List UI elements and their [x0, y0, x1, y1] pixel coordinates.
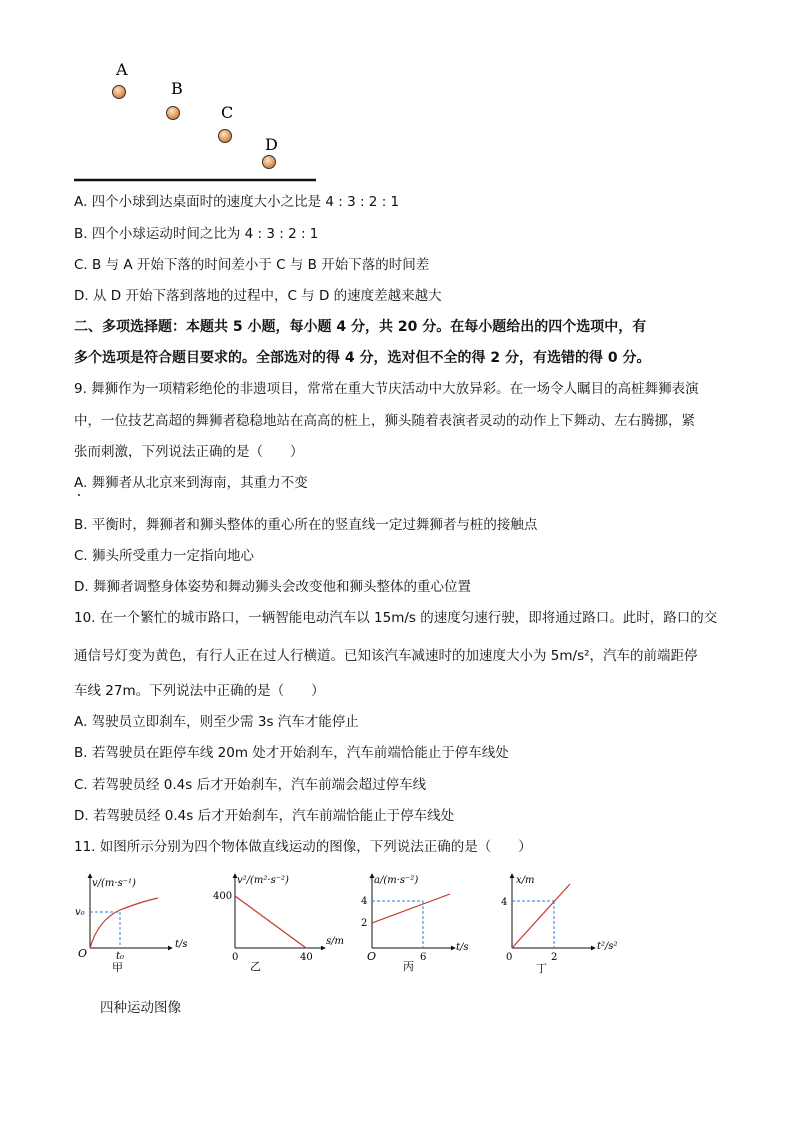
- graph-jia-ytick: v₀: [75, 907, 85, 918]
- q9-stem-line2: 中，一位技艺高超的舞狮者稳稳地站在高高的桩上，狮头随着表演者灵动的动作上下舞动、左右腾挪，紧: [74, 413, 695, 429]
- motion-graphs: [70, 868, 630, 978]
- graph-yi-origin: 0: [232, 952, 239, 963]
- section2-heading-line2: 多个选项是符合题目要求的。全部选对的得 4 分，选对但不全的得 2 分，有选错的得 0 分。: [74, 350, 651, 366]
- graph-bing-ytick-mid: 2: [361, 918, 368, 929]
- q8-option-c: C. B 与 A 开始下落的时间差小于 C 与 B 开始下落的时间差: [74, 257, 430, 273]
- q9-stem-line3: 张而刺激，下列说法正确的是（ ）: [74, 444, 304, 460]
- label-b: B: [171, 79, 183, 98]
- q9-option-b: B. 平衡时，舞狮者和狮头整体的重心所在的竖直线一定过舞狮者与桩的接触点: [74, 517, 538, 533]
- graph-ding-name: 丁: [536, 962, 547, 975]
- falling-balls-figure: [70, 55, 320, 185]
- graph-yi-ylabel: v²/(m²·s⁻²): [237, 875, 289, 886]
- q8-option-d: D. 从 D 开始下落到落地的过程中，C 与 D 的速度差越来越大: [74, 288, 442, 304]
- graph-jia-xlabel: t/s: [175, 939, 188, 950]
- figure-caption: 四种运动图像: [100, 1000, 181, 1016]
- q8-option-a: A. 四个小球到达桌面时的速度大小之比是 4 : 3 : 2 : 1: [74, 194, 400, 210]
- graph-jia-origin: O: [78, 947, 88, 960]
- graph-bing: [361, 874, 469, 973]
- graph-bing-origin: O: [367, 950, 377, 963]
- stray-dot: [78, 494, 80, 496]
- ball-d: [263, 156, 276, 169]
- graph-jia-curve: [90, 898, 158, 948]
- label-c: C: [221, 103, 234, 122]
- q9-option-a: A. 舞狮者从北京来到海南，其重力不变: [74, 475, 308, 491]
- graph-bing-xtick: 6: [420, 952, 427, 963]
- graph-yi-line: [235, 896, 306, 948]
- graph-ding-xlabel: t²/s²: [597, 941, 618, 952]
- graph-bing-line: [372, 894, 450, 923]
- graph-yi-xlabel: s/m: [326, 936, 344, 947]
- q10-option-a: A. 驾驶员立即刹车，则至少需 3s 汽车才能停止: [74, 714, 359, 730]
- q10-option-c: C. 若驾驶员经 0.4s 后才开始刹车，汽车前端会超过停车线: [74, 777, 427, 793]
- graph-yi-name: 乙: [250, 960, 261, 973]
- graph-ding-ytick: 4: [501, 897, 508, 908]
- graph-ding-origin: 0: [506, 952, 513, 963]
- graph-jia: [75, 874, 188, 974]
- graph-ding-ylabel: x/m: [516, 875, 535, 886]
- q10-stem-line1: 10. 在一个繁忙的城市路口，一辆智能电动汽车以 15m/s 的速度匀速行驶，即将通过路口。此时，路口的交: [74, 610, 718, 626]
- q10-option-b: B. 若驾驶员在距停车线 20m 处才开始刹车，汽车前端恰能止于停车线处: [74, 745, 509, 761]
- graph-ding: [501, 874, 618, 975]
- label-d: D: [265, 135, 278, 154]
- graph-jia-name: 甲: [112, 961, 123, 974]
- q9-option-d: D. 舞狮者调整身体姿势和舞动狮头会改变他和狮头整体的重心位置: [74, 579, 471, 595]
- graph-bing-xlabel: t/s: [456, 942, 469, 953]
- label-a: A: [116, 60, 128, 79]
- graph-bing-ytick-top: 4: [361, 896, 368, 907]
- graph-yi: [213, 874, 344, 973]
- ball-a: [113, 86, 126, 99]
- graph-jia-xtick: t₀: [116, 951, 125, 962]
- graph-yi-ytick: 400: [213, 891, 233, 902]
- section2-heading-line1: 二、多项选择题：本题共 5 小题，每小题 4 分，共 20 分。在每小题给出的四个选项中，有: [74, 319, 647, 335]
- graph-bing-ylabel: a/(m·s⁻²): [374, 875, 419, 886]
- graph-ding-xtick: 2: [551, 952, 558, 963]
- q11-stem: 11. 如图所示分别为四个物体做直线运动的图像，下列说法正确的是（ ）: [74, 839, 532, 855]
- graph-ding-line: [512, 884, 570, 948]
- graph-yi-xtick: 40: [300, 952, 313, 963]
- q9-option-c: C. 狮头所受重力一定指向地心: [74, 548, 255, 564]
- q10-option-d: D. 若驾驶员经 0.4s 后才开始刹车，汽车前端恰能止于停车线处: [74, 808, 455, 824]
- graph-bing-name: 丙: [403, 960, 414, 973]
- graph-jia-ylabel: v/(m·s⁻¹): [92, 878, 136, 889]
- q10-stem-line2: 通信号灯变为黄色，有行人正在过人行横道。已知该汽车减速时的加速度大小为 5m/s²，汽车的前端距停: [74, 648, 698, 664]
- ball-c: [219, 130, 232, 143]
- q9-stem-line1: 9. 舞狮作为一项精彩绝伦的非遗项目，常常在重大节庆活动中大放异彩。在一场令人瞩目的高桩舞狮表演: [74, 381, 699, 397]
- q8-option-b: B. 四个小球运动时间之比为 4 : 3 : 2 : 1: [74, 226, 319, 242]
- ball-b: [167, 107, 180, 120]
- q10-stem-line3: 车线 27m。下列说法中正确的是（ ）: [74, 683, 325, 699]
